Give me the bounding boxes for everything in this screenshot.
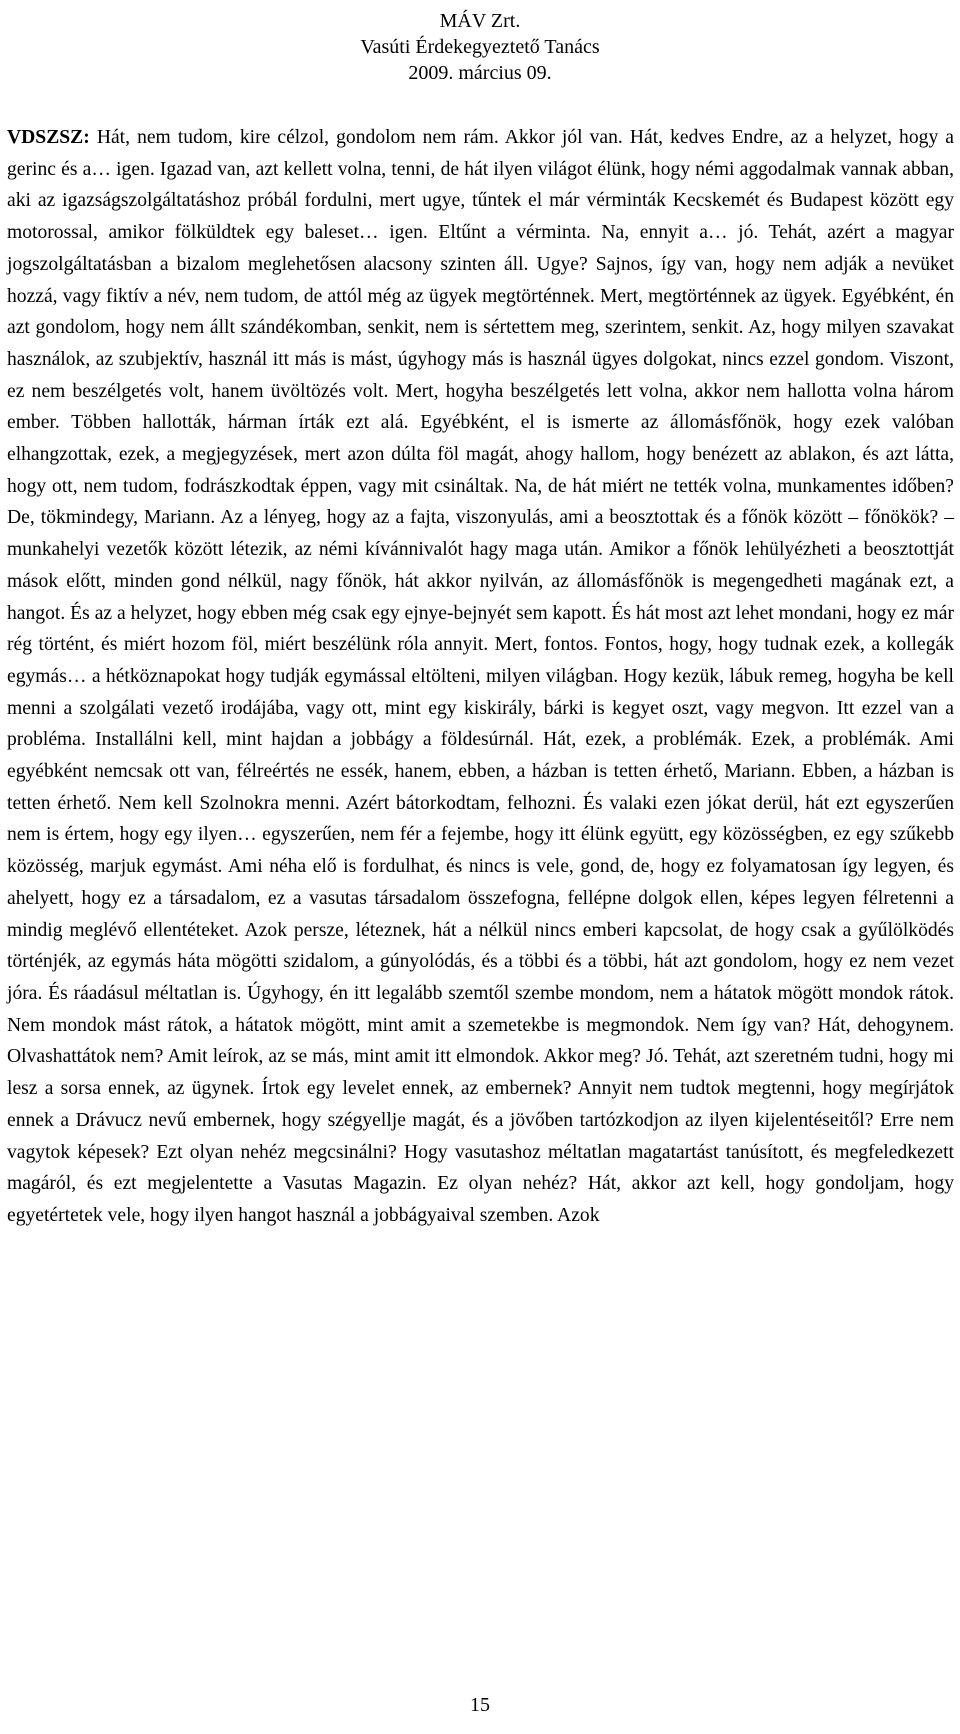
page-header: [0, 8, 960, 86]
transcript-text: Hát, nem tudom, kire célzol, gondolom nem rám. Akkor jól van. Hát, kedves Endre, az a helyzet, hogy a gerinc és a… igen. Igazad van, azt kellett volna, tenni, de hát ilyen világot élünk, hogy némi aggodalmak vannak abban, aki az igazságszolgáltatáshoz próbál fordulni, mert ugye, tűntek el már vérminták Kecskemét és Budapest között egy motorossal, amikor fölküldtek egy baleset… igen. Eltűnt a vérminta. Na, ennyit a… jó. Tehát, azért a magyar jogszolgáltatásban a bizalom meglehetősen alacsony szinten áll. Ugye? Sajnos, így van, hogy nem adják a nevüket hozzá, vagy fiktív a név, nem tudom, de attól még az ügyek megtörténnek. Mert, megtörténnek az ügyek. Egyébként, én azt gondolom, hogy nem állt szándékomban, senkit, nem is sértettem meg, szerintem, senkit. Az, hogy milyen szavakat használok, az szubjektív, használ itt más is mást, úgyhogy más is használ ügyes dolgokat, nincs ezzel gondom. Viszont, ez nem beszélgetés volt, hanem üvöltözés volt. Mert, hogyha beszélgetés lett volna, akkor nem hallotta volna három ember. Többen hallották, hárman írták ezt alá. Egyébként, el is ismerte az állomásfőnök, hogy ezek valóban elhangzottak, ezek, a megjegyzések, mert azon dúlta föl magát, ahogy hallom, hogy benézett az ablakon, és azt látta, hogy ott, nem tudom, fodrászkodtak éppen, vagy mit csináltak. Na, de hát miért ne tették volna, munkamentes időben? De, tökmindegy, Mariann. Az a lényeg, hogy az a fajta, viszonyulás, ami a beosztottak és a főnök között – főnökök? – munkahelyi vezetők között létezik, az némi kívánnivalót hagy maga után. Amikor a főnök lehülyézheti a beosztottját mások előtt, minden gond nélkül, nagy főnök, hát akkor nyilván, az állomásfőnök is megengedheti magának ezt, a hangot. És az a helyzet, hogy ebben még csak egy ejnye-bejnyét sem kapott. És hát most azt lehet mondani, hogy ez már rég történt, és miért hozom föl, miért beszélünk róla annyit. Mert, fontos. Fontos, hogy, hogy tudnak ezek, a kollegák egymás… a hétköznapokat hogy tudják egymással eltölteni, milyen világban. Hogy kezük, lábuk remeg, hogyha be kell menni a szolgálati vezető irodájába, vagy ott, mint egy kiskirály, bárki is kegyet oszt, vagy megvon. Itt ezzel van a probléma. Installálni kell, mint hajdan a jobbágy a földesúrnál. Hát, ezek, a problémák. Ezek, a problémák. Ami egyébként nemcsak ott van, félreértés ne essék, hanem, ebben, a házban is tetten érhető, Mariann. Ebben, a házban is tetten érhető. Nem kell Szolnokra menni. Azért bátorkodtam, felhozni. És valaki ezen jókat derül, hát ezt egyszerűen nem is értem, hogy egy ilyen… egyszerűen, nem fér a fejembe, hogy itt élünk együtt, egy közösségben, ez egy szűkebb közösség, marjuk egymást. Ami néha elő is fordulhat, és nincs is vele, gond, de, hogy ez folyamatosan így legyen, és ahelyett, hogy ez a társadalom, ez a vasutas társadalom összefogna, fellépne dolgok ellen, képes legyen félretenni a mindig meglévő ellentéteket. Azok persze, léteznek, hát a nélkül nincs emberi kapcsolat, de hogy csak a gyűlölködés történjék, az egymás háta mögötti szidalom, a gúnyolódás, és a többi és a többi, hát azt gondolom, hogy ez nem vezet jóra. És ráadásul méltatlan is. Úgyhogy, én itt legalább szemtől szembe mondom, nem a hátatok mögött mondok rátok. Nem mondok mást rátok, a hátatok mögött, mint amit a szemetekbe is megmondok. Nem így van? Hát, dehogynem. Olvashattátok nem? Amit leírok, az se más, mint amit itt elmondok. Akkor meg? Jó. Tehát, azt szeretném tudni, hogy mi lesz a sorsa ennek, az ügynek. Írtok egy levelet ennek, az embernek? Annyit nem tudtok megtenni, hogy megírjátok ennek a Drávucz nevű embernek, hogy szégyellje magát, és a jövőben tartózkodjon az ilyen kijelentéseitől? Erre nem vagytok képesek? Ezt olyan nehéz megcsinálni? Hogy vasutashoz méltatlan magatartást tanúsított, és megfeledkezett magáról, és ezt megjelentette a Vasutas Magazin. Ez olyan nehéz? Hát, akkor azt kell, hogy gondoljam, hogy egyetértetek vele, hogy ilyen hangot használ a jobbágyaival szemben. Azok: [7, 127, 954, 1226]
page-number: 15: [470, 1694, 490, 1716]
header-council: Vasúti Érdekegyeztető Tanács: [360, 36, 600, 58]
header-organization: MÁV Zrt.: [439, 10, 521, 32]
transcript-paragraph: [7, 122, 954, 1232]
header-date: 2009. március 09.: [408, 62, 552, 84]
speaker-label: VDSZSZ:: [7, 127, 90, 148]
